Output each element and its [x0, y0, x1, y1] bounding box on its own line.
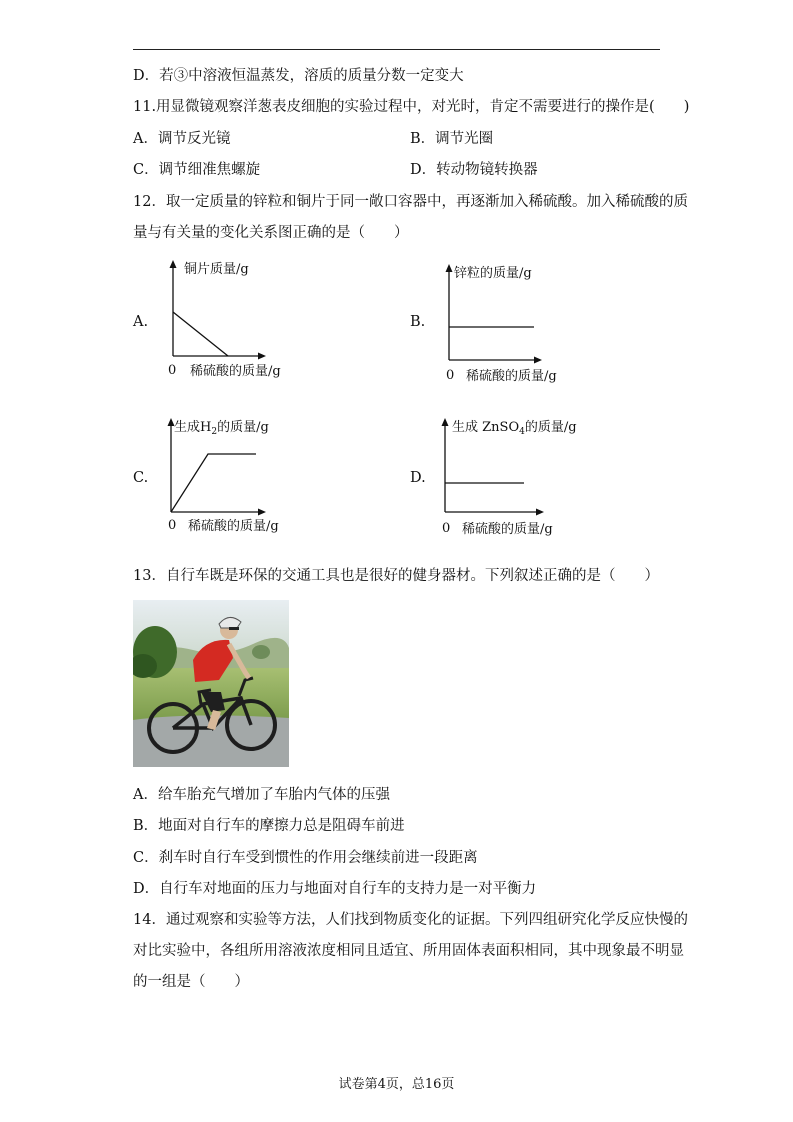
- graph-a: [160, 258, 300, 383]
- graph-d-origin: 0: [442, 521, 451, 536]
- question-13: 13．自行车既是环保的交通工具也是很好的健身器材。下列叙述正确的是（ ）: [133, 568, 659, 584]
- graph-d-x-arrow: [536, 509, 544, 516]
- q13-option-c: C．刹车时自行车受到惯性的作用会继续前进一段距离: [133, 850, 478, 866]
- q13-option-b: B．地面对自行车的摩擦力总是阻碍车前进: [133, 818, 405, 834]
- page-footer: 试卷第4页，总16页: [338, 1077, 455, 1092]
- cyclist-photo: [133, 600, 289, 767]
- question-11: 11.用显微镜观察洋葱表皮细胞的实验过程中，对光时，肯定不需要进行的操作是( ): [133, 99, 690, 115]
- graph-c-ylabel: 生成$H_2$的质量/g: [174, 420, 269, 437]
- question-14-line1: 14．通过观察和实验等方法，人们找到物质变化的证据。下列四组研究化学反应快慢的: [133, 912, 688, 928]
- graph-d: [432, 416, 592, 541]
- graph-b-ylabel: 锌粒的质量/g: [454, 266, 532, 281]
- graph-b-x-arrow: [534, 357, 542, 364]
- graph-b-y-arrow: [446, 264, 453, 272]
- graph-c-xlabel: 稀硫酸的质量/g: [188, 519, 279, 534]
- q11-option-a: A．调节反光镜: [133, 131, 231, 147]
- question-12-line1: 12．取一定质量的锌粒和铜片于同一敞口容器中，再逐渐加入稀硫酸。加入稀硫酸的质: [133, 194, 688, 210]
- graph-d-xlabel: 稀硫酸的质量/g: [462, 522, 553, 537]
- graph-a-xlabel: 稀硫酸的质量/g: [190, 364, 281, 379]
- graph-b-origin: 0: [446, 368, 455, 383]
- graph-c-x-arrow: [258, 509, 266, 516]
- q13-option-a: A．给车胎充气增加了车胎内气体的压强: [133, 787, 390, 803]
- question-14-line3: 的一组是（ ）: [133, 974, 249, 990]
- graph-d-y-arrow: [442, 418, 449, 426]
- graph-d-ylabel: 生成 ZnSO$_4$的质量/g: [452, 420, 577, 437]
- cyclist-illustration: [133, 600, 289, 767]
- graph-a-y-arrow: [170, 260, 177, 268]
- q11-option-c: C．调节细准焦螺旋: [133, 162, 261, 178]
- graph-a-x-arrow: [258, 353, 266, 360]
- graph-b: [436, 262, 576, 387]
- header-rule: [133, 49, 660, 50]
- graph-d-letter: D.: [410, 470, 426, 486]
- graph-c: [158, 416, 298, 541]
- question-14-line2: 对比实验中，各组所用溶液浓度相同且适宜、所用固体表面积相同，其中现象最不明显: [133, 943, 684, 959]
- graph-a-letter: A.: [133, 314, 149, 330]
- graph-a-ylabel: 铜片质量/g: [184, 262, 249, 277]
- graph-c-origin: 0: [168, 518, 177, 533]
- q13-option-d: D．自行车对地面的压力与地面对自行车的支持力是一对平衡力: [133, 881, 537, 897]
- graph-b-xlabel: 稀硫酸的质量/g: [466, 369, 557, 384]
- question-12-line2: 量与有关量的变化关系图正确的是（ ）: [133, 225, 409, 241]
- q11-option-d: D．转动物镜转换器: [410, 162, 538, 178]
- graph-b-letter: B.: [410, 314, 426, 330]
- graph-c-letter: C.: [133, 470, 149, 486]
- graph-c-curve: [171, 454, 256, 512]
- graph-a-origin: 0: [168, 363, 177, 378]
- option-d-previous: D．若③中溶液恒温蒸发，溶质的质量分数一定变大: [133, 68, 464, 84]
- graph-a-curve: [173, 312, 228, 356]
- q11-option-b: B．调节光圈: [410, 131, 494, 147]
